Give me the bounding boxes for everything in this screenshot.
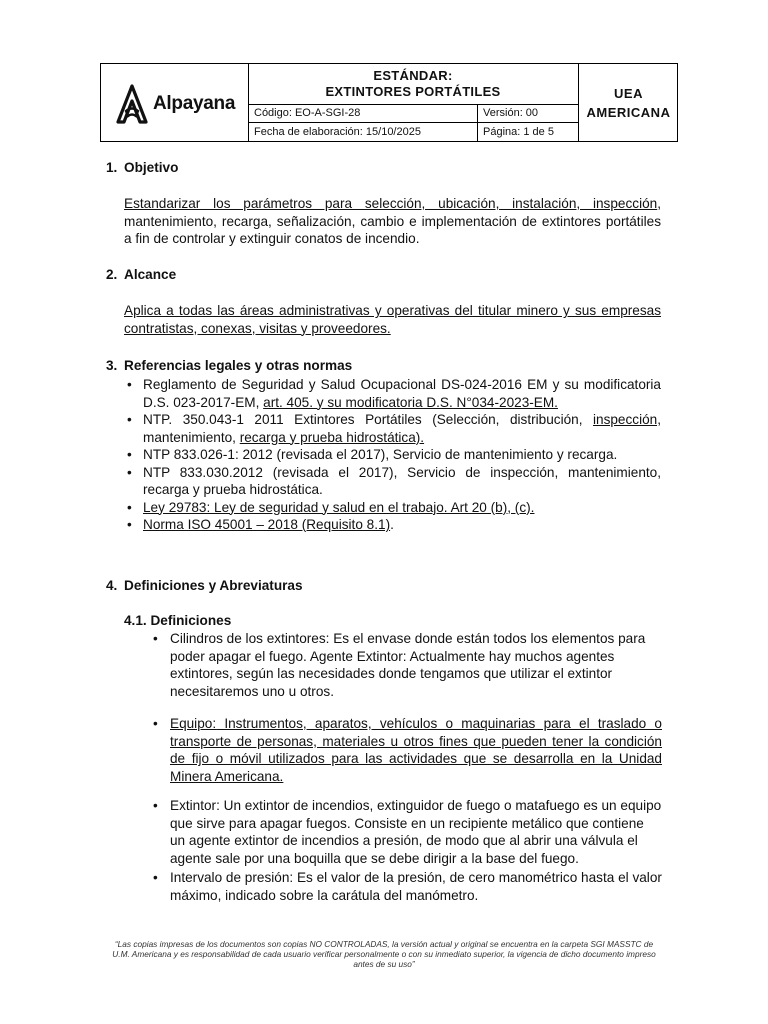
section-title: Definiciones y Abreviaturas <box>124 578 303 593</box>
definition-term: Equipo: <box>170 716 217 731</box>
elaboration-date: Fecha de elaboración: 15/10/2025 <box>248 123 478 141</box>
list-item <box>124 411 661 446</box>
section-number: 1. <box>106 160 118 175</box>
header-row-code <box>248 104 578 123</box>
definition-text: Es el valor de la presión, de cero manométrico hasta el valor máximo, indicado sobre la carátula del manómetro. <box>170 870 662 903</box>
company-logo <box>115 84 235 124</box>
definition-item <box>150 630 662 700</box>
definition-term: Cilindros de los extintores: <box>170 631 330 646</box>
reference-underlined-text: recarga y prueba hidrostática). <box>239 429 425 445</box>
document-title <box>248 64 578 105</box>
alpayana-logo-icon <box>115 84 149 124</box>
logo-cell <box>101 64 249 141</box>
definition-term: Intervalo de presión: <box>170 870 294 885</box>
reference-underlined-text: inspección, <box>592 412 661 427</box>
objetivo-paragraph <box>124 195 661 248</box>
brand-name: Alpayana <box>153 93 236 114</box>
reference-text: mantenimiento, <box>143 429 240 445</box>
definition-text: Un extintor de incendios, extinguidor de fuego o matafuego es un equipo que sirve para apagar fuegos. Consiste en un recipiente metálico que contiene un agente extintor de incendios a presión, de modo que al abrir una válvula el agente sale por una boquilla que se debe dirigir a la base del fuego. <box>170 798 662 866</box>
document-footer-disclaimer: “Las copias impresas de los documentos son copias NO CONTROLADAS, la versión actual y original se encuentra en la carpeta SGI MASSTC de U.M. Americana y es responsabilidad de cada usuario verificar personalmente o con su inmediato superior, la vigencia de dicho documento impreso antes de su uso” <box>112 939 656 969</box>
list-item <box>124 464 661 499</box>
definition-item <box>150 797 662 867</box>
reference-text: NTP. 350.043-1 2011 Extintores Portátiles (Selección, distribución, <box>143 412 593 427</box>
reference-text: NTP 833.026-1: 2012 (revisada el 2017), Servicio de mantenimiento y recarga. <box>143 447 618 462</box>
section-number: 4. <box>106 578 118 593</box>
reference-underlined-text: Norma ISO 45001 – 2018 (Requisito 8.1) <box>143 517 391 532</box>
definition-term: Extintor: <box>170 798 220 813</box>
section-title: Objetivo <box>124 160 179 175</box>
alcance-paragraph: Aplica a todas las áreas administrativas y operativas del titular minero y sus empresas contratistas, conexas, visitas y proveedores. <box>124 303 661 336</box>
section-heading-referencias <box>106 357 352 375</box>
reference-text: . <box>390 517 394 532</box>
header-middle <box>248 64 578 141</box>
page-number: Página: 1 de 5 <box>483 126 554 138</box>
section-number: 3. <box>106 358 118 373</box>
section-title: Referencias legales y otras normas <box>124 358 353 373</box>
references-list <box>124 376 661 534</box>
list-item <box>124 446 661 464</box>
document-code: Código: EO-A-SGI-28 <box>248 104 478 122</box>
unit-cell <box>578 64 678 141</box>
list-item <box>124 516 661 534</box>
list-item <box>124 376 661 411</box>
definition-item <box>150 715 662 785</box>
definition-item <box>150 869 662 904</box>
objetivo-text: , mantenimiento, recarga, señalización, cambio e implementación de extintores portátiles a fin de controlar y extinguir conatos de incendio. <box>124 196 661 246</box>
unit-line-2: AMERICANA <box>586 104 671 120</box>
section-heading-definiciones <box>106 577 303 595</box>
section-heading-alcance <box>106 266 176 284</box>
definitions-list <box>150 630 662 904</box>
objetivo-underlined-text: Estandarizar los parámetros para selección, ubicación, instalación, inspección <box>124 196 658 211</box>
document-header-table <box>100 63 678 142</box>
list-item <box>124 499 661 517</box>
reference-text: NTP 833.030.2012 (revisada el 2017), Servicio de inspección, mantenimiento, recarga y prueba hidrostática. <box>143 464 661 497</box>
title-line-1: ESTÁNDAR: <box>373 68 453 83</box>
section-heading-objetivo <box>106 159 178 177</box>
document-version: Versión: 00 <box>483 107 539 119</box>
reference-text: Reglamento de Seguridad y Salud Ocupacional DS-024-2016 EM y su modificatoria D.S. 023-2017-EM, <box>143 377 661 410</box>
reference-underlined-text: Ley 29783: Ley de seguridad y salud en el trabajo. Art 20 (b), (c). <box>143 499 535 515</box>
header-row-date <box>248 123 578 141</box>
unit-line-1: UEA <box>614 85 643 101</box>
definition-text: Instrumentos, aparatos, vehículos o maquinarias para el traslado o transporte de personas, materiales u otros fines que pueden tener la condición de fijo o móvil utilizados para las actividades que se desarrolla en la Unidad Minera Americana. <box>170 716 662 784</box>
section-title: Alcance <box>124 267 177 282</box>
reference-underlined-text: art. 405. y su modificatoria D.S. N°034-2023-EM. <box>263 394 558 410</box>
title-line-2: EXTINTORES PORTÁTILES <box>325 84 501 99</box>
definition-text: Es el envase donde están todos los elementos para poder apagar el fuego. Agente Extintor: Actualmente hay muchos agentes extintores, según las necesidades donde tengamos que utilizar el extintor necesitaremos uno u otros. <box>170 631 646 699</box>
subsection-heading-definiciones: 4.1. Definiciones <box>124 613 232 628</box>
section-number: 2. <box>106 267 118 282</box>
